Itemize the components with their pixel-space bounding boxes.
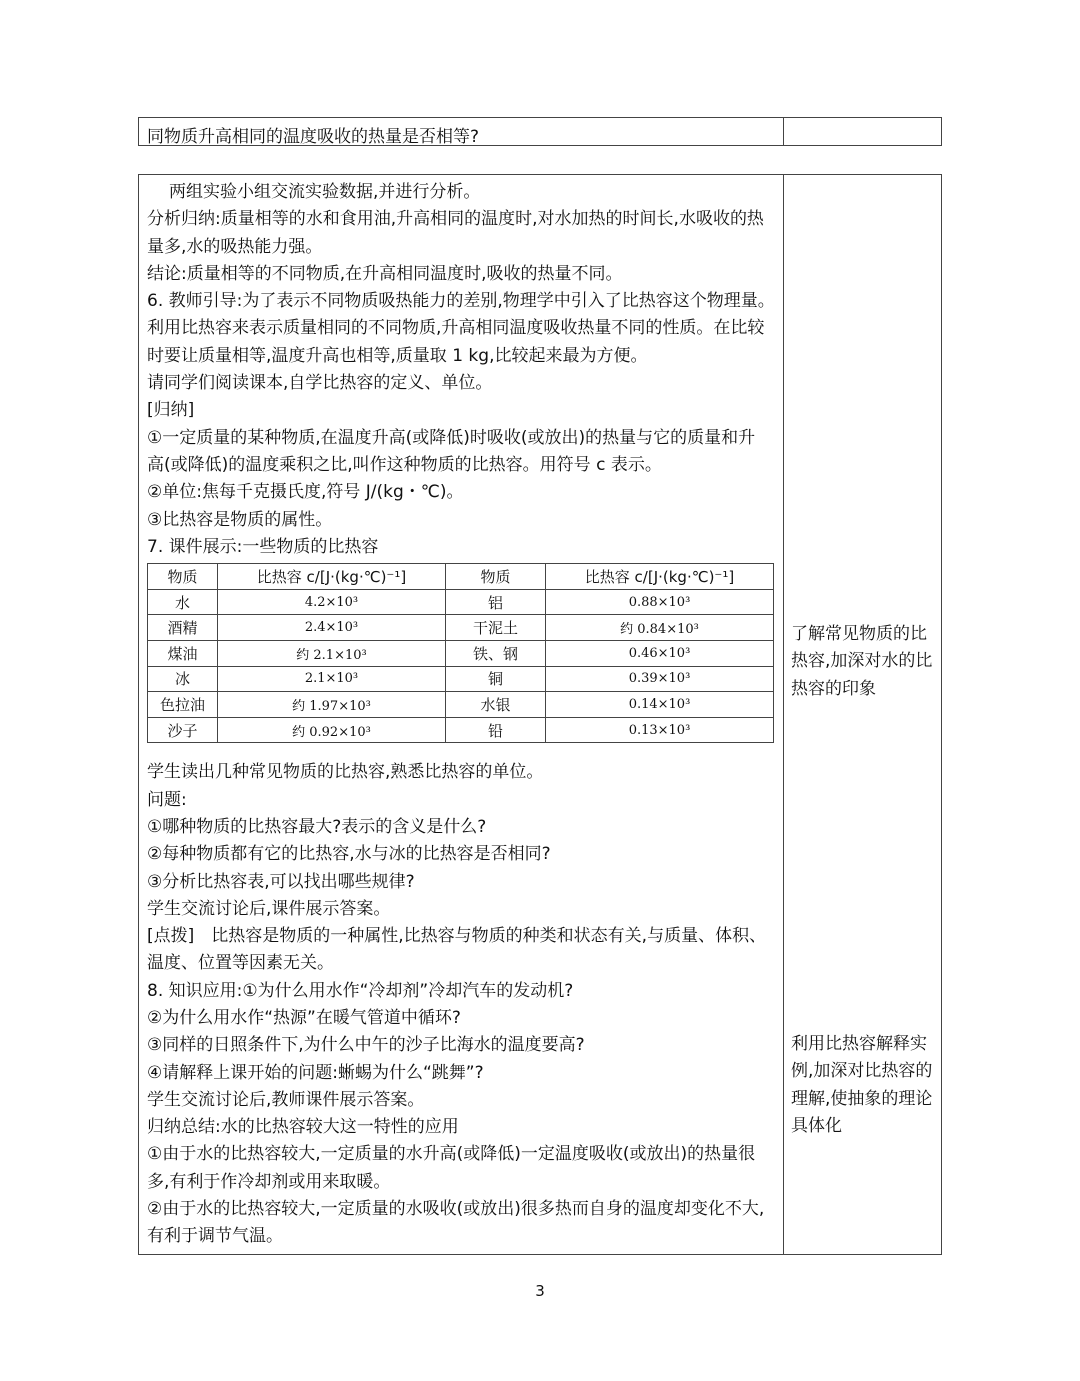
table-cell: 约 0.84×10³ [546,615,774,641]
table-cell: 沙子 [148,717,218,743]
lesson-content [147,179,777,1251]
content-line: 有利于调节气温。 [147,1226,283,1247]
table-header-row [148,564,774,590]
content-line: ②单位:焦每千克摄氏度,符号 J/(kg・℃)。 [147,482,464,503]
header-cell: 物质 [446,564,546,590]
content-line: 温度、位置等因素无关。 [147,953,334,974]
table-cell: 铅 [446,717,546,743]
content-line: 学生交流讨论后,教师课件展示答案。 [147,1089,425,1110]
header-cell: 物质 [148,564,218,590]
table-row [148,640,774,666]
content-line: ④请解释上课开始的问题:蜥蜴为什么“跳舞”? [147,1062,484,1083]
table-row [148,589,774,615]
table-cell: 酒精 [148,615,218,641]
table-cell: 0.13×10³ [546,717,774,743]
content-line: ①由于水的比热容较大,一定质量的水升高(或降低)一定温度吸收(或放出)的热量很 [147,1144,756,1165]
top-table-row [138,117,942,146]
top-row-text: 同物质升高相同的温度吸收的热量是否相等? [147,127,480,147]
table-cell: 冰 [148,666,218,692]
content-line: 学生读出几种常见物质的比热容,熟悉比热容的单位。 [147,762,544,783]
content-line: ③分析比热容表,可以找出哪些规律? [147,871,415,892]
note-line: 理解,使抽象的理论 [791,1088,933,1109]
table-row [148,615,774,641]
content-line: 多,有利于作冷却剂或用来取暖。 [147,1171,391,1192]
table-cell: 0.14×10³ [546,692,774,718]
note-line: 热容的印象 [791,678,876,699]
note-line: 例,加深对比热容的 [791,1061,933,1082]
content-line: 学生交流讨论后,课件展示答案。 [147,898,391,919]
content-line: ③比热容是物质的属性。 [147,509,333,530]
table-row [148,666,774,692]
table-cell: 4.2×10³ [218,589,446,615]
table-cell: 0.46×10³ [546,640,774,666]
content-line: [点拨] 比热容是物质的一种属性,比热容与物质的种类和状态有关,与质量、体积、 [147,926,767,947]
note-line: 热容,加深对水的比 [791,651,933,672]
content-line: ②每种物质都有它的比热容,水与冰的比热容是否相同? [147,844,551,865]
content-line: 7. 课件展示:一些物质的比热容 [147,536,379,557]
content-line: ①一定质量的某种物质,在温度升高(或降低)时吸收(或放出)的热量与它的质量和升 [147,427,756,448]
content-line: 6. 教师引导:为了表示不同物质吸热能力的差别,物理学中引入了比热容这个物理量。 [147,291,775,312]
content-line: 量多,水的吸热能力强。 [147,236,323,257]
table-cell: 2.1×10³ [218,666,446,692]
content-line: 高(或降低)的温度乘积之比,叫作这种物质的比热容。用符号 c 表示。 [147,454,662,475]
table-cell: 煤油 [148,640,218,666]
table-cell: 铝 [446,589,546,615]
table-cell: 约 1.97×10³ [218,692,446,718]
note-line: 了解常见物质的比 [791,624,927,644]
specific-heat-table [147,563,774,743]
table-cell: 2.4×10³ [218,615,446,641]
design-intent-note [791,621,935,703]
table-cell: 铜 [446,666,546,692]
column-divider [783,118,784,145]
content-line: 两组实验小组交流实验数据,并进行分析。 [169,182,481,202]
table-cell: 水银 [446,692,546,718]
content-line: 8. 知识应用:①为什么用水作“冷却剂”冷却汽车的发动机? [147,980,574,1001]
table-cell: 0.39×10³ [546,666,774,692]
table-cell: 水 [148,589,218,615]
content-line: ③同样的日照条件下,为什么中午的沙子比海水的温度要高? [147,1035,585,1056]
header-cell: 比热容 c/[J·(kg·℃)⁻¹] [218,564,446,590]
table-row [148,717,774,743]
table-cell: 0.88×10³ [546,589,774,615]
content-line: 时要让质量相等,温度升高也相等,质量取 1 kg,比较起来最为方便。 [147,345,648,366]
lesson-table [138,174,942,1255]
content-line: 结论:质量相等的不同物质,在升高相同温度时,吸收的热量不同。 [147,263,623,284]
note-line: 具体化 [791,1115,842,1136]
content-line: [归纳] [147,400,195,421]
table-row [148,692,774,718]
content-line: ②为什么用水作“热源”在暖气管道中循环? [147,1007,461,1028]
content-line: 请同学们阅读课本,自学比热容的定义、单位。 [147,373,493,394]
content-line: ①哪种物质的比热容最大?表示的含义是什么? [147,816,487,837]
content-line: ②由于水的比热容较大,一定质量的水吸收(或放出)很多热而自身的温度却变化不大, [147,1199,765,1220]
content-line: 归纳总结:水的比热容较大这一特性的应用 [147,1117,459,1138]
table-cell: 约 0.92×10³ [218,717,446,743]
table-cell: 色拉油 [148,692,218,718]
design-intent-note [791,1031,935,1140]
content-line: 分析归纳:质量相等的水和食用油,升高相同的温度时,对水加热的时间长,水吸收的热 [147,209,764,230]
note-line: 利用比热容解释实 [791,1034,927,1054]
page-number: 3 [535,1282,545,1300]
table-cell: 干泥土 [446,615,546,641]
content-line: 问题: [147,789,187,810]
header-cell: 比热容 c/[J·(kg·℃)⁻¹] [546,564,774,590]
content-line: 利用比热容来表示质量相同的不同物质,升高相同温度吸收热量不同的性质。在比较 [147,318,765,339]
table-cell: 铁、钢 [446,640,546,666]
table-cell: 约 2.1×10³ [218,640,446,666]
column-divider [783,175,784,1254]
